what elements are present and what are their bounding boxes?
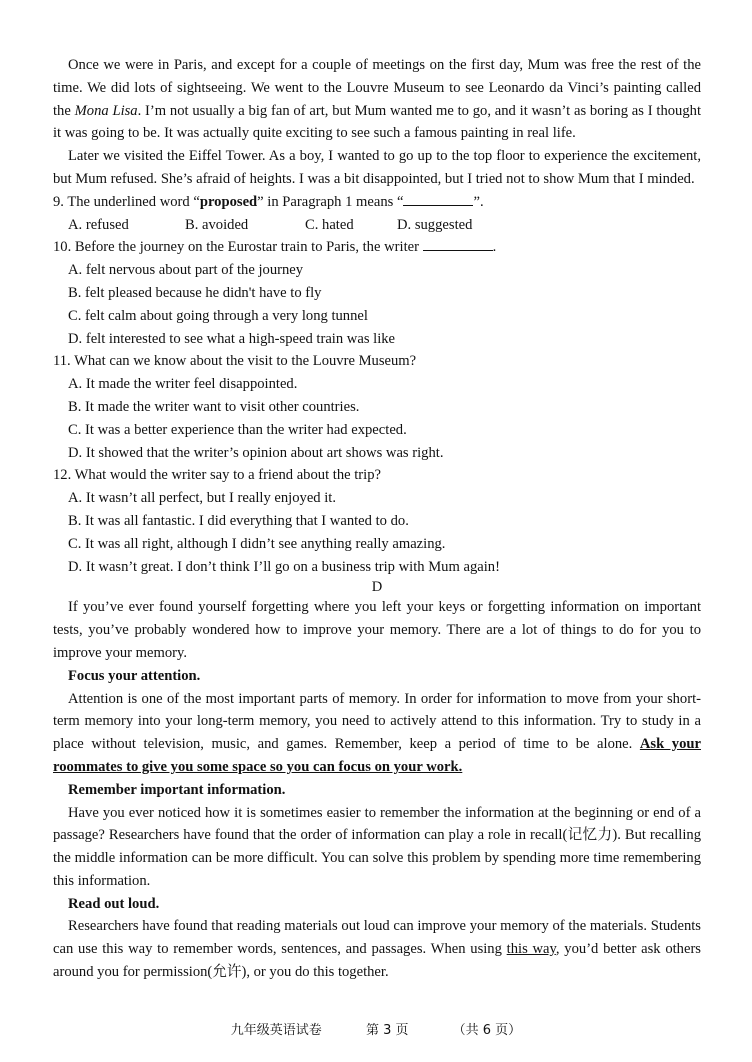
passage-d-intro: If you’ve ever found yourself forgetting where you left your keys or forgetting information on important tests, you’ve probably wondered how to improve your memory. There are a lot of things to do for you to improve your memory. [53, 599, 701, 661]
question-12-stem: 12. What would the writer say to a friend about the trip? [53, 467, 381, 484]
q9-stem-c: ”. [473, 193, 484, 210]
page-content [53, 54, 701, 984]
q9-option-a: A. refused [68, 216, 129, 233]
passage-d-section-1 [53, 688, 701, 779]
s1-text: Attention is one of the most important parts of memory. In order for information to move from your short-term memory into your long-term memory, you need to actively attend to this information. Try to study in a place without television, music, and games. Remember, keep a period of time to be alone. [53, 690, 701, 753]
s3-text-b: , you’d better ask others around you for permission(允许), or you do this together. [53, 941, 701, 981]
mona-lisa-title: Mona Lisa [74, 102, 138, 119]
q12-option-d: D. It wasn’t great. I don’t think I’ll go on a business trip with Mum again! [68, 558, 500, 575]
q11-option-c: C. It was a better experience than the writer had expected. [68, 421, 407, 438]
q10-option-c: C. felt calm about going through a very long tunnel [68, 307, 368, 324]
q10-option-a: A. felt nervous about part of the journey [68, 262, 304, 279]
p1-text-a: Once we were in Paris, and except for a couple of meetings on the first day, Mum was free the rest of the time. We did lots of sightseeing. We went to the Louvre Museum to see Leonardo da Vinci’s painting called the [53, 57, 701, 119]
q10-stem-text: 10. Before the journey on the Eurostar train to Paris, the writer [53, 239, 419, 256]
question-9-stem [53, 191, 701, 214]
question-11-stem: 11. What can we know about the visit to the Louvre Museum? [53, 353, 417, 370]
q12-option-b: B. It was all fantastic. I did everything that I wanted to do. [68, 512, 409, 529]
q9-option-c: C. hated [305, 216, 354, 233]
q9-option-d: D. suggested [397, 216, 473, 233]
p1-text-b: . I’m not usually a big fan of art, but Mum wanted me to go, and it wasn’t as boring as I thought it was going to be. It was actually quite exciting to see such a famous painting in real life. [53, 102, 701, 142]
heading-read-out-loud: Read out loud. [68, 895, 160, 912]
q11-option-d: D. It showed that the writer’s opinion about art shows was right. [68, 444, 444, 461]
answer-blank [423, 236, 493, 251]
q12-option-c: C. It was all right, although I didn’t see anything really amazing. [68, 535, 446, 552]
q10-option-d: D. felt interested to see what a high-speed train was like [68, 330, 396, 347]
q9-option-b: B. avoided [185, 216, 249, 233]
q9-stem-b: ” in Paragraph 1 means “ [257, 193, 404, 210]
q10-option-b: B. felt pleased because he didn't have to fly [68, 284, 322, 301]
q11-option-b: B. It made the writer want to visit other countries. [68, 398, 360, 415]
underlined-phrase: this way [506, 941, 556, 958]
q9-keyword: proposed [199, 193, 258, 210]
section-label-d: D [371, 579, 383, 596]
q9-stem-a: 9. The underlined word “ [53, 193, 200, 210]
q10-stem-end: . [492, 239, 497, 256]
passage-d-section-3 [53, 915, 701, 983]
passage-d-section-2: Have you ever noticed how it is sometimes easier to remember the information at the beginning or end of a passage? Researchers have found that the order of information can play a role in recall(记忆力). But recalling the middle information can be more difficult. You can solve this problem by spending more time remembering this information. [53, 804, 701, 889]
underlined-sentence: Ask your roommates to give you some space so you can focus on your work. [53, 736, 701, 775]
passage-c-paragraph-2: Later we visited the Eiffel Tower. As a boy, I wanted to go up to the top floor to experience the excitement, but Mum refused. She’s afraid of heights. I was a bit disappointed, but I tried not to show Mum that I minded. [53, 148, 701, 187]
footer-page-number: 第 3 页 [365, 1023, 409, 1038]
page-footer [0, 1020, 752, 1043]
footer-exam-title: 九年级英语试卷 [230, 1023, 322, 1038]
answer-blank [403, 191, 473, 206]
question-10-stem [53, 236, 701, 259]
q12-option-a: A. It wasn’t all perfect, but I really enjoyed it. [68, 490, 337, 507]
heading-focus-attention: Focus your attention. [68, 667, 201, 684]
s3-text-a: Researchers have found that reading materials out loud can improve your memory of the materials. Students can use this way to remember words, sentences, and passages. When using [53, 918, 701, 958]
footer-total-pages: （共 6 页） [452, 1023, 522, 1038]
q11-option-a: A. It made the writer feel disappointed. [68, 376, 298, 393]
heading-remember-information: Remember important information. [68, 781, 286, 798]
passage-c-paragraph-1 [53, 54, 701, 145]
question-9-options [68, 214, 701, 237]
